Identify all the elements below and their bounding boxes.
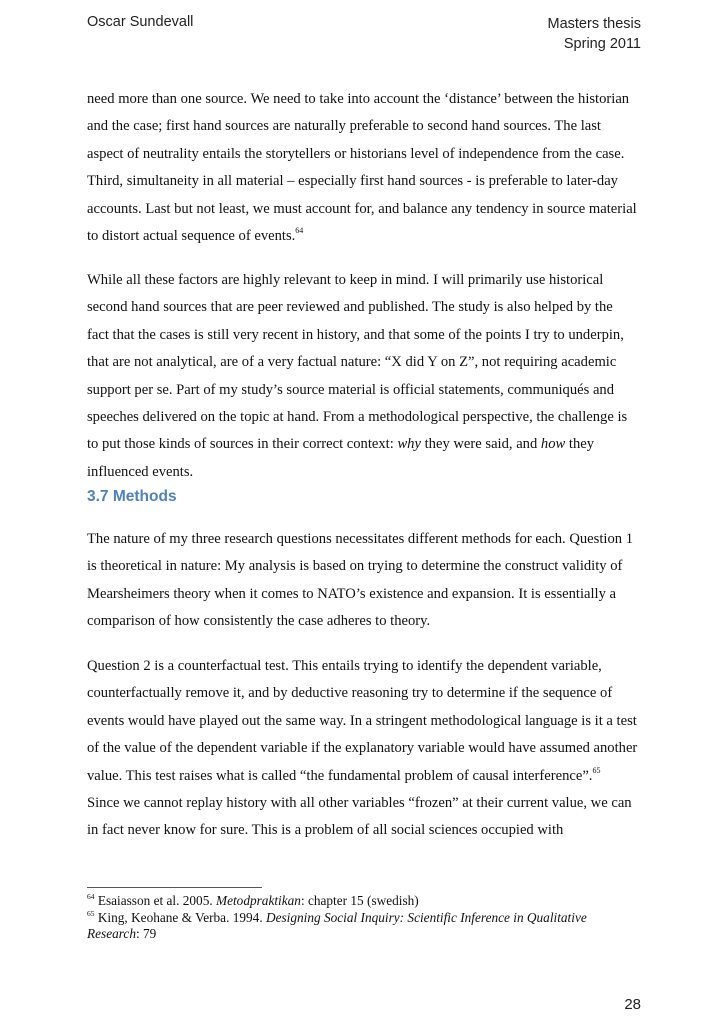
text-line — [87, 431, 643, 458]
text-span: they were said, and — [420, 436, 541, 453]
text-line: Third, simultaneity in all material – especially first hand sources - is preferable to later-day — [87, 173, 618, 190]
paragraph-sources — [87, 86, 643, 250]
text-line: in fact never know for sure. This is a problem of all social sciences occupied with — [87, 822, 564, 839]
text-line: of the value of the dependent variable if the explanatory variable would have assumed another — [87, 740, 638, 757]
text-span: value. This test raises what is called “the fundamental problem of causal interference”. — [87, 767, 593, 784]
paragraph-source-material — [87, 267, 643, 486]
footnote-ref-64: 64 — [295, 226, 304, 236]
text-line: support per se. Part of my study’s source material is official statements, communiqués and — [87, 381, 615, 398]
text-span: King, Keohane & Verba. 1994. — [94, 910, 266, 925]
header-author: Oscar Sundevall — [87, 14, 194, 30]
text-span: : 79 — [135, 926, 157, 941]
text-line: The nature of my three research questions necessitates different methods for each. Question 1 — [87, 531, 633, 547]
text-line: accounts. Last but not least, we must account for, and balance any tendency in source material — [87, 200, 637, 217]
footnote-line — [87, 926, 643, 942]
text-line — [87, 223, 643, 250]
text-line: events would have played out the same way. In a stringent methodological language is it a test — [87, 712, 637, 729]
text-line: aspect of neutrality entails the storytellers or historians level of independence from the case. — [87, 145, 625, 162]
header-doc-type: Masters thesis — [547, 16, 641, 32]
text-span: to put those kinds of sources in their correct context: — [87, 436, 398, 453]
footnote-number: 65 — [87, 909, 95, 918]
text-line: While all these factors are highly relevant to keep in mind. I will primarily use historical — [87, 272, 604, 288]
text-line: counterfactually remove it, and by deductive reasoning try to determine if the sequence of — [87, 685, 613, 702]
footnote-line — [87, 910, 643, 926]
footnote-ref-65: 65 — [592, 765, 601, 775]
paragraph-methods — [87, 526, 643, 636]
footnote-number: 64 — [87, 892, 95, 901]
footnote-title: Metodpraktikan — [216, 893, 301, 908]
text-line: and the case; first hand sources are naturally preferable to second hand sources. The last — [87, 118, 601, 135]
footnote-title: Designing Social Inquiry: Scientific Inference in Qualitative — [265, 910, 587, 925]
footnote-64 — [87, 893, 643, 909]
emphasis-how: how — [540, 436, 566, 453]
text-line: second hand sources that are peer reviewed and published. The study is also helped by the — [87, 299, 613, 316]
text-line: that are not analytical, are of a very factual nature: “X did Y on Z”, not requiring academic — [87, 354, 617, 371]
text-line: need more than one source. We need to take into account the ‘distance’ between the historian — [87, 91, 630, 107]
section-heading: 3.7 Methods — [87, 488, 177, 505]
page-number: 28 — [624, 996, 641, 1013]
text-line: fact that the cases is still very recent in history, and that some of the points I try to underpin, — [87, 326, 624, 343]
footnote-title: Research — [87, 926, 136, 941]
paragraph-counterfactual — [87, 653, 643, 845]
text-line: Question 2 is a counterfactual test. This entails trying to identify the dependent variable, — [87, 658, 602, 674]
footnote-separator — [87, 887, 262, 888]
text-span: to distort actual sequence of events. — [87, 228, 296, 245]
text-line: is theoretical in nature: My analysis is based on trying to determine the construct validity of — [87, 558, 623, 575]
text-span: they — [565, 436, 595, 453]
text-line: Since we cannot replay history with all other variables “frozen” at their current value, we can — [87, 795, 632, 812]
text-line: speeches delivered on the topic at hand. From a methodological perspective, the challenge is — [87, 409, 628, 426]
text-line — [87, 763, 643, 790]
text-line: comparison of how consistently the case adheres to theory. — [87, 613, 431, 630]
header-right — [548, 14, 641, 54]
emphasis-why: why — [397, 436, 421, 453]
text-line: Mearsheimers theory when it comes to NATO’s existence and expansion. It is essentially a — [87, 585, 617, 602]
text-span: Esaiasson et al. 2005. — [94, 893, 216, 908]
text-line: influenced events. — [87, 463, 194, 480]
header-term: Spring 2011 — [563, 36, 641, 52]
text-span: : chapter 15 (swedish) — [300, 893, 419, 908]
footnote-65 — [87, 910, 643, 942]
